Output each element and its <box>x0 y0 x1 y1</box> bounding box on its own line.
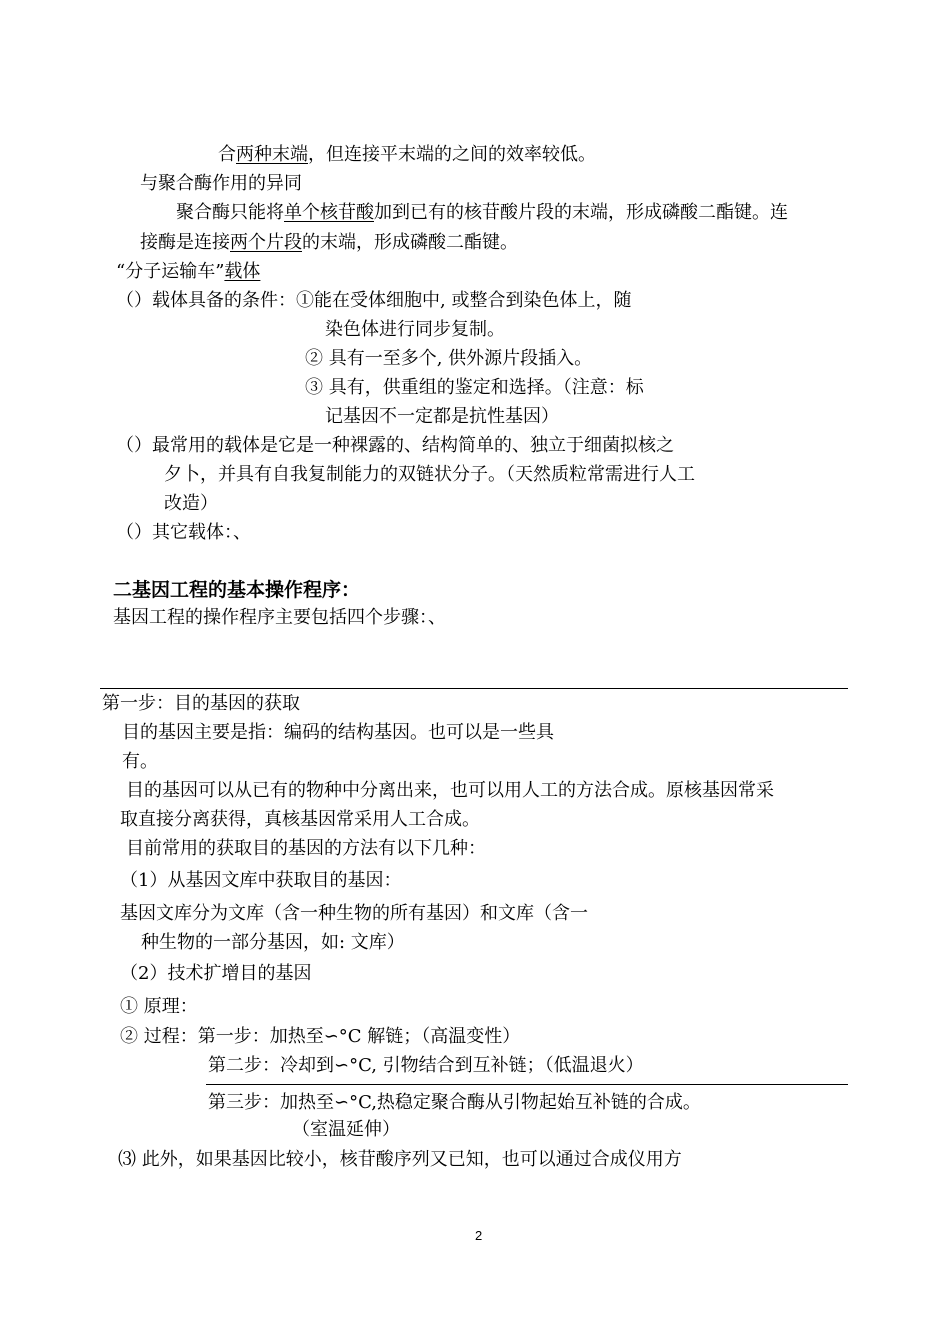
section-title <box>116 261 260 283</box>
underlined-term: 载体 <box>224 261 261 282</box>
subheading: 与聚合酶作用的异同 <box>140 173 302 194</box>
text-line: ② 具有一至多个, 供外源片段插入。 <box>305 348 593 369</box>
text-line: 取直接分离获得，真核基因常采用人工合成。 <box>120 809 480 830</box>
text-span: ，但连接平末端的之间的效率较低。 <box>308 144 596 165</box>
text-line: 目前常用的获取目的基因的方法有以下几种： <box>126 838 486 859</box>
step-title: 第一步：目的基因的获取 <box>102 693 300 714</box>
text-line: 基因文库分为文库（含一种生物的所有基因）和文库（含一 <box>120 903 588 924</box>
text-line: 记基因不一定都是抗性基因） <box>325 406 559 427</box>
text-line: 种生物的一部分基因，如: 文库） <box>141 932 405 953</box>
text-span: 聚合酶只能将 <box>176 202 284 223</box>
text-span: 接酶是连接 <box>140 232 230 253</box>
text-line: ③ 具有，供重组的鉴定和选择。（注意：标 <box>305 377 644 398</box>
horizontal-rule <box>206 1084 848 1085</box>
text-span: 的末端，形成磷酸二酯键。 <box>302 232 518 253</box>
text-line: （室温延伸） <box>292 1119 400 1140</box>
section-heading: 二基因工程的基本操作程序： <box>113 579 361 601</box>
text-line: ① 原理： <box>120 996 198 1017</box>
text-line: 第二步：冷却到∽°C, 引物结合到互补链；（低温退火） <box>208 1055 644 1076</box>
text-span: 加到已有的核苷酸片段的末端，形成磷酸二酯键。连 <box>374 202 788 223</box>
text-line: （1）从基因文库中获取目的基因： <box>120 870 402 891</box>
text-line: （）载体具备的条件：①能在受体细胞中, 或整合到染色体上，随 <box>116 290 632 311</box>
text-span: 合 <box>218 144 236 165</box>
text-line: 基因工程的操作程序主要包括四个步骤：、 <box>113 607 446 628</box>
text-span: “分子运输车” <box>116 261 225 282</box>
underlined-term: 单个核苷酸 <box>284 202 374 223</box>
text-line: 第三步：加热至∽°C,热稳定聚合酶从引物起始互补链的合成。 <box>208 1092 701 1113</box>
text-line: （）最常用的载体是它是一种裸露的、结构简单的、独立于细菌拟核之 <box>116 435 674 456</box>
text-line: 有。 <box>122 751 158 772</box>
text-line <box>140 232 518 254</box>
text-line: （）其它载体：、 <box>116 522 251 543</box>
underlined-term: 两个片段 <box>230 232 302 253</box>
text-line: 染色体进行同步复制。 <box>325 319 505 340</box>
text-line: 目的基因可以从已有的物种中分离出来，也可以用人工的方法合成。原核基因常采 <box>126 780 774 801</box>
horizontal-rule <box>100 688 848 689</box>
underlined-term: 两种末端 <box>236 144 308 165</box>
text-line: ② 过程：第一步：加热至∽°C 解链；（高温变性） <box>120 1026 521 1047</box>
text-line: 目的基因主要是指：编码的结构基因。也可以是一些具 <box>122 722 554 743</box>
page-number: 2 <box>475 1228 483 1243</box>
text-line: （2）技术扩增目的基因 <box>120 963 312 984</box>
text-line: 改造） <box>164 493 218 514</box>
text-line <box>176 202 788 224</box>
text-line: 夕卜，并具有自我复制能力的双链状分子。（天然质粒常需进行人工 <box>164 464 695 485</box>
text-line <box>218 144 596 166</box>
text-line: ⑶ 此外，如果基因比较小，核苷酸序列又已知，也可以通过合成仪用方 <box>118 1149 682 1170</box>
